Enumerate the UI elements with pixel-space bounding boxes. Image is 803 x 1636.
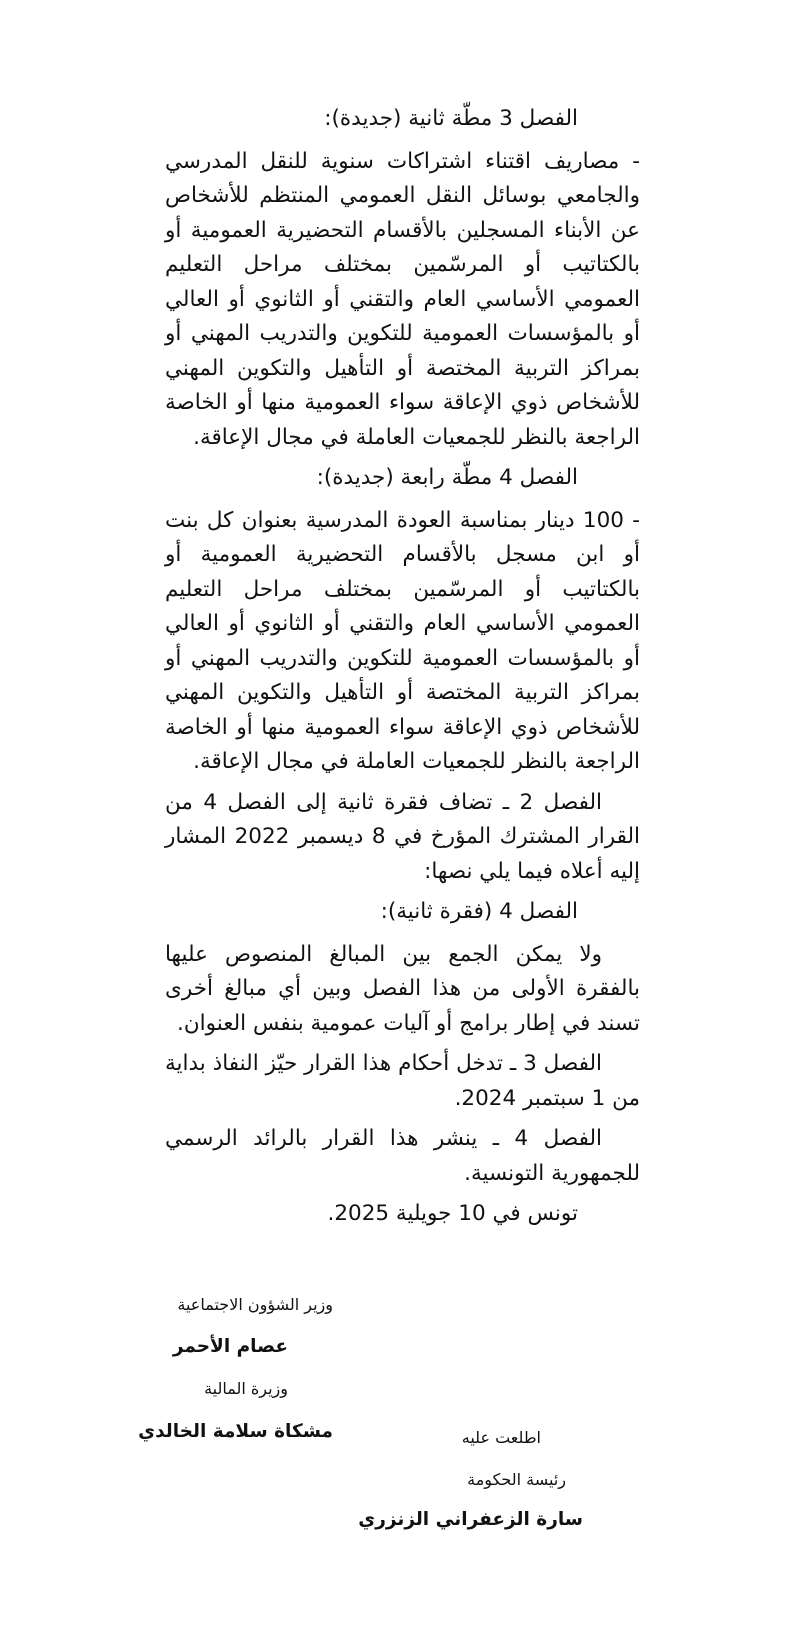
article-3: الفصل 3 ـ تدخل أحكام هذا القرار حيّز النفاذ بداية من 1 سبتمبر 2024. bbox=[165, 1051, 640, 1111]
prime-minister-name: سارة الزعفراني الزنزري bbox=[358, 1509, 583, 1530]
prime-minister-title: رئيسة الحكومة bbox=[467, 1470, 566, 1489]
article-2: الفصل 2 ـ تضاف فقرة ثانية إلى الفصل 4 من القرار المشترك المؤرخ في 8 ديسمبر 2022 المشار إليه أعلاه فيما يلي نصها: bbox=[165, 789, 640, 884]
chapter4-body: - 100 دينار بمناسبة العودة المدرسية بعنوان كل بنت أو ابن مسجل بالأقسام التحضيرية العمومية أو بالكتاتيب أو المرسّمين بمختلف مراحل التعليم العمومي الأساسي العام والتقني أو الثانوي أو العالي أو بالمؤسسات العمومية للتكوين والتدريب المهني أو بمراكز التربية المختصة أو التأهيل والتكوين المهني للأشخاص ذوي الإعاقة سواء العمومية منها أو الخاصة الراجعة بالنظر للجمعيات العاملة في مجال الإعاقة. bbox=[165, 507, 640, 774]
article-4: الفصل 4 ـ ينشر هذا القرار بالرائد الرسمي للجمهورية التونسية. bbox=[165, 1126, 640, 1186]
chapter4-heading: الفصل 4 مطّة رابعة (جديدة): bbox=[316, 465, 578, 490]
chapter4-paragraph2-body: ولا يمكن الجمع بين المبالغ المنصوص عليها بالفقرة الأولى من هذا الفصل وبين أي مبالغ أخرى تسند في إطار برامج أو آليات عمومية بنفس العنوان. bbox=[165, 941, 640, 1036]
decree-text-column bbox=[165, 102, 640, 1232]
date-line: تونس في 10 جويلية 2025. bbox=[327, 1201, 578, 1226]
chapter3-body: - مصاريف اقتناء اشتراكات سنوية للنقل المدرسي والجامعي بوسائل النقل العمومي المنتظم للأشخاص عن الأبناء المسجلين بالأقسام التحضيرية العمومية أو بالكتاتيب أو المرسّمين بمختلف مراحل التعليم العمومي الأساسي العام والتقني أو الثانوي أو العالي أو بالمؤسسات العمومية للتكوين والتدريب المهني أو بمراكز التربية المختصة أو التأهيل والتكوين المهني للأشخاص ذوي الإعاقة سواء العمومية منها أو الخاصة الراجعة بالنظر للجمعيات العاملة في مجال الإعاقة. bbox=[165, 148, 640, 450]
chapter4-paragraph2-heading: الفصل 4 (فقرة ثانية): bbox=[380, 899, 578, 924]
finance-minister-name: مشكاة سلامة الخالدي bbox=[138, 1421, 333, 1442]
seen-by-label: اطلعت عليه bbox=[461, 1428, 541, 1447]
finance-minister-title: وزيرة المالية bbox=[204, 1379, 288, 1398]
chapter3-heading: الفصل 3 مطّة ثانية (جديدة): bbox=[324, 106, 578, 131]
social-minister-name: عصام الأحمر bbox=[172, 1336, 288, 1357]
social-minister-title: وزير الشؤون الاجتماعية bbox=[177, 1295, 333, 1314]
